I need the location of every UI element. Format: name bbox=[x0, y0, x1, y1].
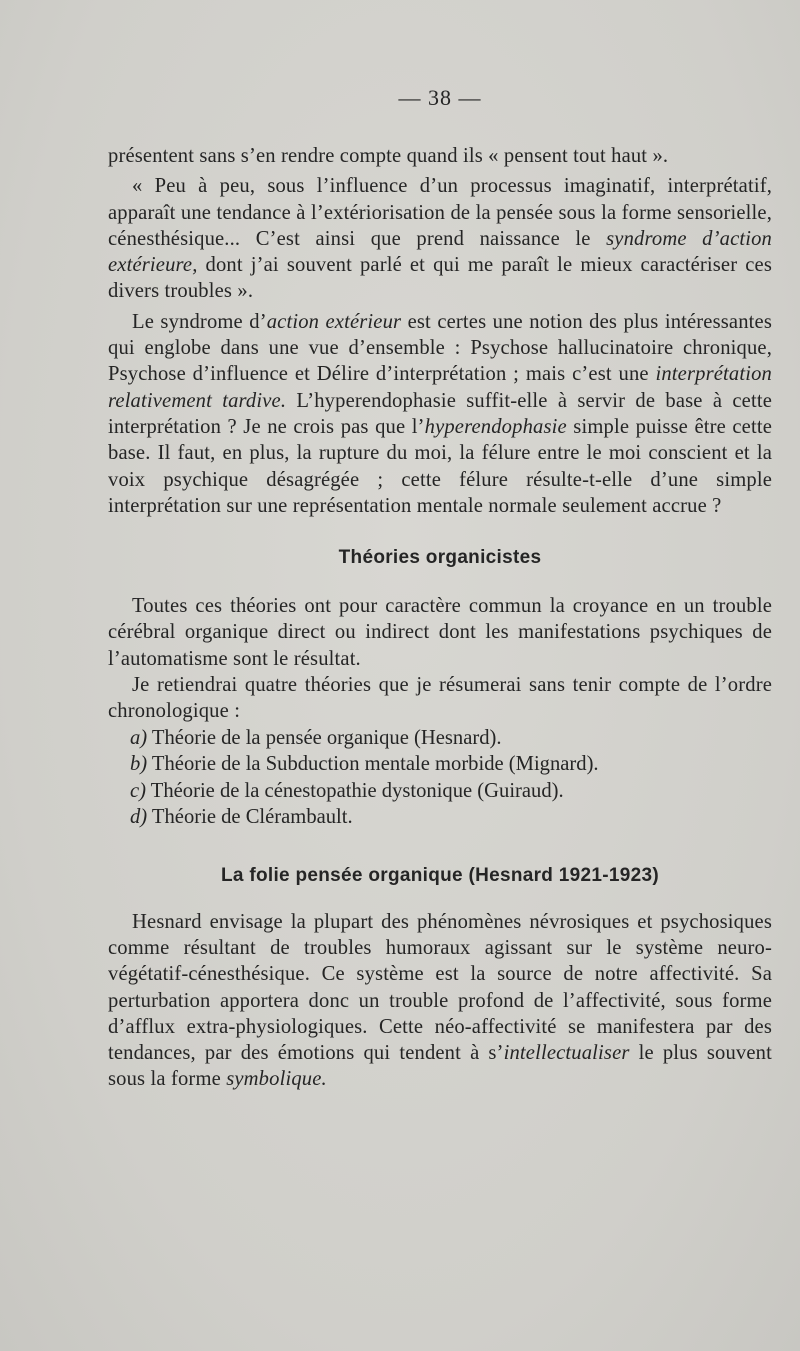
paragraph-1 bbox=[108, 143, 772, 169]
list-item bbox=[108, 725, 772, 752]
list-item bbox=[108, 751, 772, 778]
page-number: — 38 — bbox=[398, 85, 482, 110]
text-run: est certes une notion des plus intéressantes qui englobe dans une vue d’ensemble : Psychose hallucinatoire chronique, Psychose d’influence et Délire d’interprétation ; mais c’est une bbox=[108, 310, 772, 386]
list-letter: a) bbox=[130, 726, 148, 749]
text-run: présentent sans s’en rendre compte quand ils « pensent tout haut ». bbox=[108, 145, 669, 167]
italic-run: symbolique. bbox=[226, 1068, 327, 1091]
italic-run: interprétation relativement tardive. bbox=[108, 363, 772, 412]
theories-list bbox=[108, 725, 772, 831]
text-run: dont j’ai souvent parlé et qui me paraît le mieux caractériser ces divers troubles ». bbox=[108, 254, 772, 303]
paragraph-3 bbox=[108, 309, 772, 519]
paragraph-4: Toutes ces théories ont pour caractère commun la croyance en un trouble cérébral organique direct ou indirect dont les manifestations psychiques de l’automatisme sont le résultat. bbox=[108, 595, 772, 670]
list-text: Théorie de la pensée organique (Hesnard). bbox=[147, 726, 502, 749]
text-run: Le syndrome d’ bbox=[132, 310, 267, 333]
paragraph-2-quote bbox=[108, 173, 772, 304]
paragraph-6 bbox=[108, 909, 772, 1093]
list-letter: c) bbox=[130, 779, 146, 802]
text-run: simple puisse être cette base. Il faut, en plus, la rupture du moi, la félure entre le moi conscient et la voix psychique désagrégée ; cette félure résulte-t-elle d’une simple interprétation sur une représentation mentale normale seulement accrue ? bbox=[108, 415, 773, 517]
list-letter: b) bbox=[130, 753, 148, 776]
text-run: le plus souvent sous la forme bbox=[108, 1042, 772, 1091]
list-item bbox=[108, 804, 772, 831]
text-run: « Peu à peu, sous l’influence d’un processus imaginatif, interprétatif, apparaît une tendance à l’extériorisation de la pensée sous la forme sensorielle, cénesthésique... C’est ainsi que prend naissance le bbox=[108, 175, 772, 250]
section-heading-folie-pensee-organique: La folie pensée organique (Hesnard 1921-1923) bbox=[221, 864, 659, 886]
list-text: Théorie de la cénestopathie dystonique (Guiraud). bbox=[146, 779, 564, 802]
italic-run: syndrome d’action extérieure, bbox=[108, 227, 773, 277]
list-item bbox=[108, 778, 772, 805]
list-text: Théorie de la Subduction mentale morbide (Mignard). bbox=[147, 753, 599, 776]
section-heading-theories-organicistes: Théories organicistes bbox=[338, 547, 542, 569]
italic-run: action extérieur bbox=[266, 310, 402, 333]
italic-run: hyperendophasie bbox=[424, 415, 567, 438]
text-run: Hesnard envisage la plupart des phénomènes névrosiques et psychosiques comme résultant de troubles humoraux agissant sur le système neuro-végétatif-cénesthésique. Ce système est la source de notre affectivité. Sa perturbation apportera donc un trouble profond de l’affectivité, sous forme d’afflux extra-physiologiques. Cette néo-affectivité se manifestera par des tendances, par des émotions qui tendent à s’ bbox=[108, 910, 772, 1065]
list-letter: d) bbox=[130, 806, 148, 829]
italic-run: intellectualiser bbox=[503, 1042, 630, 1065]
text-run: L’hyperendophasie suffit-elle à servir de base à cette interprétation ? Je ne crois pas que l’ bbox=[108, 389, 772, 438]
paragraph-5: Je retiendrai quatre théories que je résumerai sans tenir compte de l’ordre chronologique : bbox=[108, 674, 772, 723]
list-text: Théorie de Clérambault. bbox=[147, 806, 353, 829]
